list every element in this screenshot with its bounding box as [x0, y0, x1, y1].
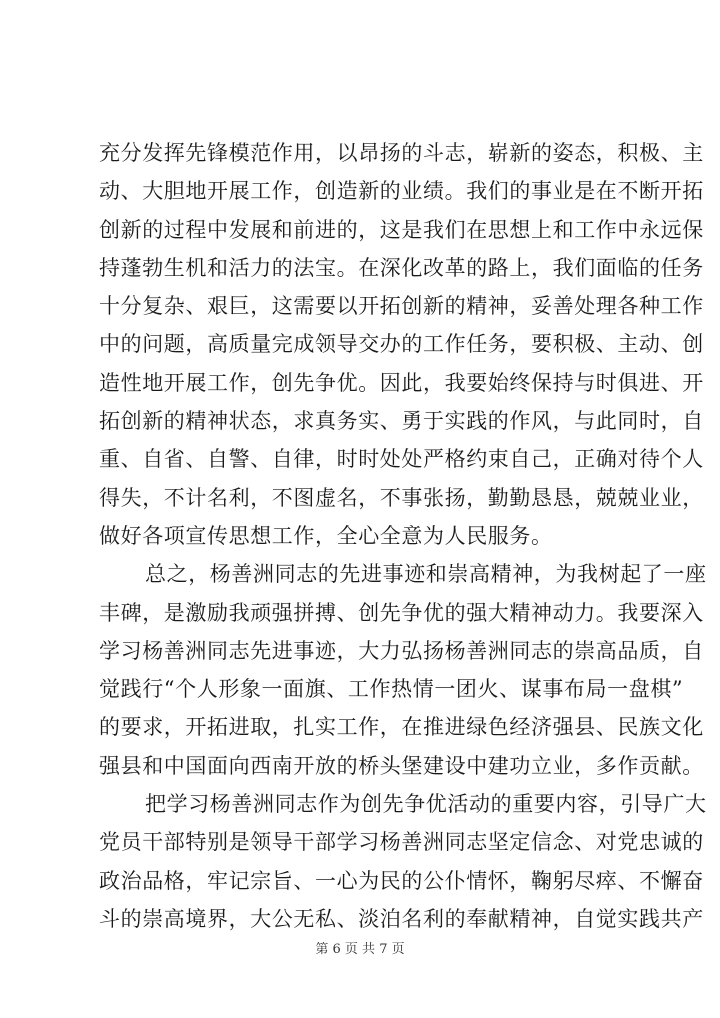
text-line: 充分发挥先锋模范作用，以昂扬的斗志，崭新的姿态，积极、主 [99, 141, 704, 165]
paragraph-first-line: 总之，杨善洲同志的先进事迹和崇高精神，为我树起了一座 [145, 562, 707, 587]
paragraph-first-line: 把学习杨善洲同志作为创先争优活动的重要内容，引导广大 [145, 792, 707, 817]
text-line: 党员干部特别是领导干部学习杨善洲同志坚定信念、对党忠诚的 [99, 830, 704, 855]
text-line: 的要求，开拓进取，扎实工作，在推进绿色经济强县、民族文化 [99, 715, 704, 740]
text-line: 觉践行“个人形象一面旗、工作热情一团火、谋事布局一盘棋” [99, 677, 684, 702]
text-line: 十分复杂、艰巨，这需要以开拓创新的精神，妥善处理各种工作 [99, 294, 704, 319]
text-line: 斗的崇高境界，大公无私、淡泊名利的奉献精神，自觉实践共产 [99, 906, 704, 931]
text-line: 重、自省、自警、自律，时时处处严格约束自己，正确对待个人 [99, 447, 704, 472]
body-text [99, 134, 707, 938]
text-line: 创新的过程中发展和前进的，这是我们在思想上和工作中永远保 [99, 217, 704, 242]
text-line: 造性地开展工作，创先争优。因此，我要始终保持与时俱进、开 [99, 370, 704, 395]
text-line: 丰碑，是激励我顽强拼搏、创先争优的强大精神动力。我要深入 [99, 600, 704, 625]
text-line: 强县和中国面向西南开放的桥头堡建设中建功立业，多作贡献。 [99, 753, 704, 778]
text-line: 拓创新的精神状态，求真务实、勇于实践的作风，与此同时，自 [99, 409, 704, 434]
page-number-footer: 第 6 页 共 7 页 [315, 942, 405, 957]
text-line: 动、大胆地开展工作，创造新的业绩。我们的事业是在不断开拓 [99, 179, 704, 204]
text-line: 得失，不计名利，不图虚名，不事张扬，勤勤恳恳，兢兢业业， [99, 485, 704, 510]
text-line: 做好各项宣传思想工作，全心全意为人民服务。 [99, 523, 553, 548]
text-line: 持蓬勃生机和活力的法宝。在深化改革的路上，我们面临的任务 [99, 255, 704, 280]
text-line: 学习杨善洲同志先进事迹，大力弘扬杨善洲同志的崇高品质，自 [99, 638, 704, 663]
text-line: 中的问题，高质量完成领导交办的工作任务，要积极、主动、创 [99, 332, 704, 357]
text-line: 政治品格，牢记宗旨、一心为民的公仆情怀，鞠躬尽瘁、不懈奋 [99, 868, 704, 893]
